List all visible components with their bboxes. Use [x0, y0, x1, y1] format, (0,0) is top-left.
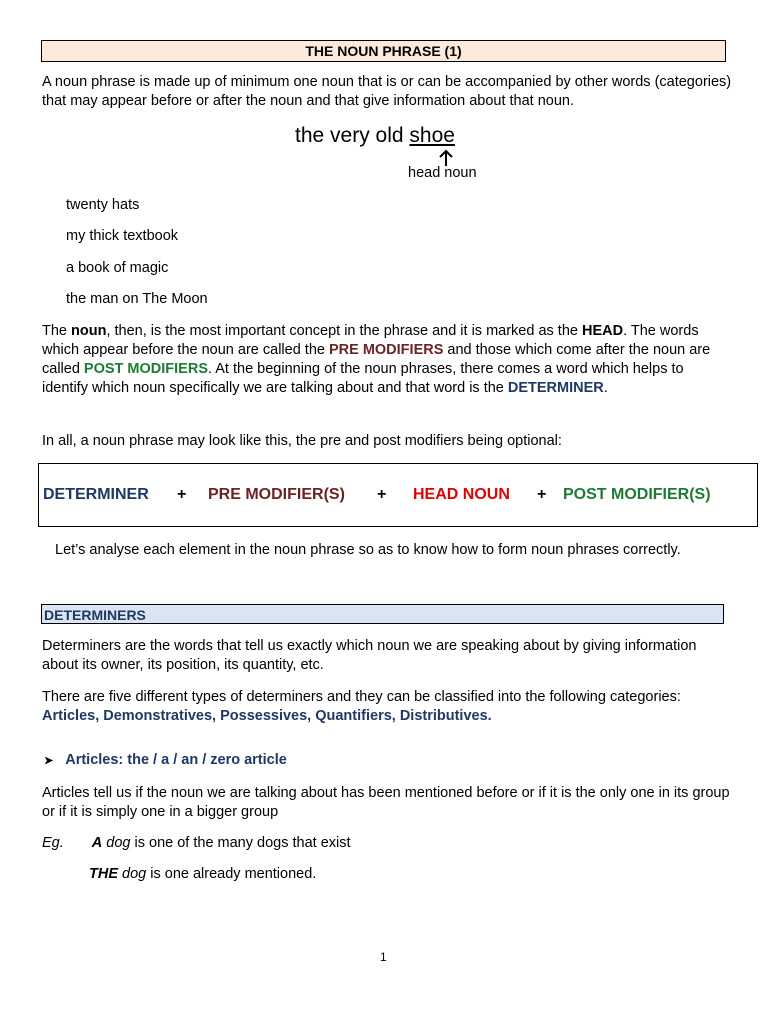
formula-plus: + — [177, 486, 187, 503]
noun-term: noun — [71, 323, 107, 339]
articles-definition: Articles tell us if the noun we are talking about has been mentioned before or if it is the only one in its group or if it is simply one in a bigger group — [42, 785, 730, 820]
example-line-a: Eg. A dog is one of the many dogs that exist — [42, 835, 351, 851]
pre-modifiers-term: PRE MODIFIERS — [328, 342, 444, 358]
in-all-paragraph: In all, a noun phrase may look like this, the pre and post modifiers being optional: — [42, 433, 562, 449]
page-number: 1 — [380, 950, 387, 964]
formula-plus: + — [537, 486, 547, 503]
page-title: THE NOUN PHRASE (1) — [41, 40, 726, 62]
formula-determiner: DETERMINER — [43, 486, 149, 503]
example-item: my thick textbook — [66, 228, 179, 244]
articles-heading: ➤ Articles: the / a / an / zero article — [44, 752, 287, 768]
example-item: twenty hats — [66, 197, 140, 213]
arrowhead-bullet-icon: ➤ — [44, 755, 54, 767]
intro-paragraph: A noun phrase is made up of minimum one noun that is or can be accompanied by other words (categories) that may appear before or after the noun and that give information about that noun. — [42, 74, 732, 109]
head-noun-label: head noun — [408, 165, 477, 181]
formula-box — [38, 463, 758, 527]
determiners-types: There are five different types of determiners and they can be classified into the following categories: Articles, Demonstratives, Possessives, Quantifiers, Distributives. — [42, 689, 681, 724]
formula-head-noun: HEAD NOUN — [413, 486, 510, 503]
determiner-term: DETERMINER — [507, 380, 604, 396]
head-term: HEAD — [581, 323, 624, 339]
formula-pre-modifier: PRE MODIFIER(S) — [208, 486, 345, 503]
example-item: a book of magic — [66, 260, 169, 276]
determiners-definition: Determiners are the words that tell us exactly which noun we are speaking about by giving information about its owner, its position, its quantity, etc. — [42, 638, 697, 673]
post-modifiers-term: POST MODIFIERS — [83, 361, 208, 377]
noun-paragraph: The noun, then, is the most important concept in the phrase and it is marked as the HEAD. The words which appear before the noun are called the PRE MODIFIERS and those which come after the noun are called POST MODIFIERS. At the beginning of the noun phrases, there comes a word which helps to identify which noun specifically we are talking about and that word is the DETERMINER. — [42, 323, 711, 396]
section-heading-determiners: DETERMINERS — [41, 604, 724, 624]
eg-label: Eg. — [42, 835, 64, 851]
example-line-the: THE dog is one already mentioned. — [89, 866, 317, 882]
analyse-paragraph: Let’s analyse each element in the noun phrase so as to know how to form noun phrases correctly. — [55, 542, 681, 558]
determiner-categories: Articles, Demonstratives, Possessives, Quantifiers, Distributives. — [42, 708, 492, 724]
example-prefix: the very old — [295, 124, 410, 147]
formula-plus: + — [377, 486, 387, 503]
example-phrase — [295, 124, 455, 148]
formula-post-modifier: POST MODIFIER(S) — [563, 486, 711, 503]
example-head: shoe — [409, 124, 455, 147]
example-item: the man on The Moon — [66, 291, 208, 307]
